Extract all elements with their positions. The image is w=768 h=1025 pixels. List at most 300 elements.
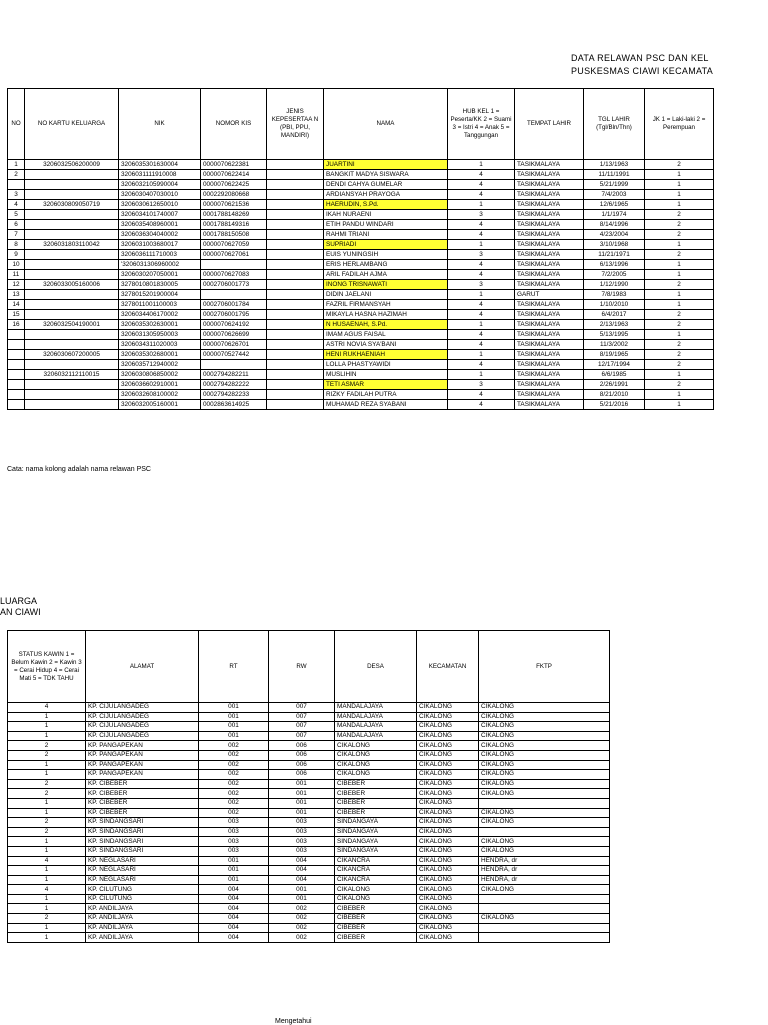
cell-kecamatan: CIKALONG xyxy=(417,904,479,914)
cell-jenis xyxy=(267,200,324,210)
header-kecamatan: KECAMATAN xyxy=(417,631,479,703)
cell-nomor-kis: 0002863614925 xyxy=(201,400,267,410)
cell-tempat-lahir: TASIKMALAYA xyxy=(515,220,584,230)
cell-jk: 1 xyxy=(645,170,714,180)
cell-status-kawin: 1 xyxy=(8,798,86,808)
cell-fktp: CIKALONG xyxy=(479,789,610,799)
cell-nik: 3206035302630001 xyxy=(119,320,201,330)
cell-no-kk: 3206030809050719 xyxy=(25,200,119,210)
cell-hub-kel: 4 xyxy=(448,270,515,280)
cell-tgl-lahir: 12/17/1994 xyxy=(584,360,645,370)
cell-rw: 003 xyxy=(269,846,335,856)
cell-rw: 006 xyxy=(269,750,335,760)
cell-jenis xyxy=(267,320,324,330)
cell-rw: 002 xyxy=(269,923,335,933)
cell-desa: CIKALONG xyxy=(335,885,417,895)
cell-tempat-lahir: TASIKMALAYA xyxy=(515,390,584,400)
cell-kecamatan: CIKALONG xyxy=(417,750,479,760)
cell-no xyxy=(8,380,25,390)
cell-jk: 2 xyxy=(645,310,714,320)
cell-alamat: KP. SINDANGSARI xyxy=(86,827,199,837)
cell-rw: 006 xyxy=(269,770,335,780)
cell-hub-kel: 1 xyxy=(448,240,515,250)
cell-rw: 007 xyxy=(269,722,335,732)
cell-fktp: HENDRA, dr xyxy=(479,875,610,885)
cell-rw: 001 xyxy=(269,798,335,808)
cell-nama: RIZKY FADILAH PUTRA xyxy=(324,390,448,400)
cell-desa: CIBEBER xyxy=(335,779,417,789)
cell-rw: 004 xyxy=(269,856,335,866)
table-row xyxy=(8,270,714,280)
cell-nomor-kis: 0002706001795 xyxy=(201,310,267,320)
cell-rt: 001 xyxy=(199,712,269,722)
cell-kecamatan: CIKALONG xyxy=(417,875,479,885)
cell-fktp xyxy=(479,923,610,933)
cell-kecamatan: CIKALONG xyxy=(417,933,479,943)
cell-nik: 3278015201900004 xyxy=(119,290,201,300)
cell-no xyxy=(8,400,25,410)
cell-alamat: KP. CIBEBER xyxy=(86,798,199,808)
cell-rt: 003 xyxy=(199,837,269,847)
table-row xyxy=(8,750,610,760)
cell-nama: ARIL FADILAH AJMA xyxy=(324,270,448,280)
cell-kecamatan: CIKALONG xyxy=(417,760,479,770)
cell-desa: CIKALONG xyxy=(335,770,417,780)
cell-jenis xyxy=(267,280,324,290)
table-row xyxy=(8,722,610,732)
cell-alamat: KP. CIJULANGADEG xyxy=(86,703,199,713)
cell-jenis xyxy=(267,290,324,300)
cell-tgl-lahir: 11/11/1991 xyxy=(584,170,645,180)
cell-rt: 004 xyxy=(199,894,269,904)
cell-no: 5 xyxy=(8,210,25,220)
cell-status-kawin: 1 xyxy=(8,923,86,933)
table-row xyxy=(8,260,714,270)
cell-hub-kel: 4 xyxy=(448,220,515,230)
cell-tgl-lahir: 12/6/1965 xyxy=(584,200,645,210)
cell-kecamatan: CIKALONG xyxy=(417,779,479,789)
cell-nomor-kis: 0002794282222 xyxy=(201,380,267,390)
cell-desa: CIKANCRA xyxy=(335,875,417,885)
cell-hub-kel: 4 xyxy=(448,390,515,400)
header-jk: JK 1 = Laki-laki 2 = Perempuan xyxy=(645,89,714,160)
table-row xyxy=(8,712,610,722)
cell-alamat: KP. PANGAPEKAN xyxy=(86,760,199,770)
cell-fktp: CIKALONG xyxy=(479,712,610,722)
alamat-table xyxy=(7,630,610,943)
cell-nik: 3206035302680001 xyxy=(119,350,201,360)
cell-rt: 002 xyxy=(199,741,269,751)
cell-status-kawin: 1 xyxy=(8,760,86,770)
table-row xyxy=(8,180,714,190)
cell-tgl-lahir: 7/8/1983 xyxy=(584,290,645,300)
cell-nama: ASTRI NOVIA SYA'BANI xyxy=(324,340,448,350)
cell-tgl-lahir: 3/10/1968 xyxy=(584,240,645,250)
header-desa: DESA xyxy=(335,631,417,703)
cell-nik: 3206034311020003 xyxy=(119,340,201,350)
table-row xyxy=(8,320,714,330)
cell-tempat-lahir: TASIKMALAYA xyxy=(515,360,584,370)
cell-rt: 002 xyxy=(199,770,269,780)
table-row xyxy=(8,856,610,866)
cell-jenis xyxy=(267,240,324,250)
cell-kecamatan: CIKALONG xyxy=(417,808,479,818)
cell-alamat: KP. CIBEBER xyxy=(86,808,199,818)
table-row xyxy=(8,760,610,770)
cell-jk: 2 xyxy=(645,320,714,330)
cell-jenis xyxy=(267,330,324,340)
cell-kecamatan: CIKALONG xyxy=(417,731,479,741)
table-row xyxy=(8,390,714,400)
cell-rt: 004 xyxy=(199,933,269,943)
cell-rt: 002 xyxy=(199,760,269,770)
cell-nik: 3206034406170002 xyxy=(119,310,201,320)
cell-nik: 3206034101740007 xyxy=(119,210,201,220)
cell-no-kk xyxy=(25,380,119,390)
cell-jk: 1 xyxy=(645,370,714,380)
table-row xyxy=(8,875,610,885)
cell-tgl-lahir: 1/1/1974 xyxy=(584,210,645,220)
table-row xyxy=(8,827,610,837)
cell-kecamatan: CIKALONG xyxy=(417,885,479,895)
cell-alamat: KP. CIBEBER xyxy=(86,789,199,799)
cell-alamat: KP. CIJULANGADEG xyxy=(86,731,199,741)
cell-alamat: KP. PANGAPEKAN xyxy=(86,770,199,780)
cell-nik: '3206031306960002 xyxy=(119,260,201,270)
cell-nomor-kis: 0002706001784 xyxy=(201,300,267,310)
table-row xyxy=(8,789,610,799)
cell-hub-kel: 1 xyxy=(448,290,515,300)
cell-desa: CIKANCRA xyxy=(335,856,417,866)
cell-hub-kel: 4 xyxy=(448,180,515,190)
cell-rw: 002 xyxy=(269,904,335,914)
cell-jk: 1 xyxy=(645,260,714,270)
cell-tgl-lahir: 5/13/1995 xyxy=(584,330,645,340)
cell-no-kk xyxy=(25,390,119,400)
cell-status-kawin: 2 xyxy=(8,827,86,837)
cell-no-kk xyxy=(25,330,119,340)
cell-nama: INONG TRISNAWATI xyxy=(324,280,448,290)
cell-alamat: KP. CIBEBER xyxy=(86,779,199,789)
cell-nik: 3206035712940002 xyxy=(119,360,201,370)
cell-hub-kel: 4 xyxy=(448,340,515,350)
cell-rt: 001 xyxy=(199,875,269,885)
table-row xyxy=(8,400,714,410)
header-rw: RW xyxy=(269,631,335,703)
cell-hub-kel: 4 xyxy=(448,400,515,410)
table-row xyxy=(8,741,610,751)
cell-status-kawin: 4 xyxy=(8,856,86,866)
cell-jk: 1 xyxy=(645,330,714,340)
cell-no-kk xyxy=(25,250,119,260)
cell-hub-kel: 1 xyxy=(448,320,515,330)
cell-nik: 3206032105990004 xyxy=(119,180,201,190)
cell-nomor-kis: 0000070627059 xyxy=(201,240,267,250)
cell-status-kawin: 2 xyxy=(8,750,86,760)
cell-desa: CIKALONG xyxy=(335,894,417,904)
cell-desa: CIBEBER xyxy=(335,914,417,924)
table-row xyxy=(8,731,610,741)
cell-jk: 2 xyxy=(645,350,714,360)
table-row xyxy=(8,818,610,828)
table-row xyxy=(8,808,610,818)
cell-hub-kel: 4 xyxy=(448,330,515,340)
cell-rw: 002 xyxy=(269,914,335,924)
cell-no xyxy=(8,180,25,190)
cell-jk: 2 xyxy=(645,340,714,350)
cell-rt: 003 xyxy=(199,827,269,837)
cell-rw: 006 xyxy=(269,760,335,770)
cell-hub-kel: 3 xyxy=(448,380,515,390)
cell-tempat-lahir: TASIKMALAYA xyxy=(515,160,584,170)
cell-nama: EUIS YUNINGSIH xyxy=(324,250,448,260)
cell-nama: HENI RUKHAENIAH xyxy=(324,350,448,360)
cell-nomor-kis xyxy=(201,260,267,270)
cell-fktp: CIKALONG xyxy=(479,703,610,713)
table-row xyxy=(8,170,714,180)
cell-no-kk: 3206033005160006 xyxy=(25,280,119,290)
cell-rw: 007 xyxy=(269,731,335,741)
header-no-kk: NO KARTU KELUARGA xyxy=(25,89,119,160)
cell-nik: 3278010801830005 xyxy=(119,280,201,290)
cell-no-kk: 3206032506200009 xyxy=(25,160,119,170)
cell-nomor-kis: 0000070622425 xyxy=(201,180,267,190)
cell-hub-kel: 4 xyxy=(448,190,515,200)
cell-fktp: CIKALONG xyxy=(479,779,610,789)
cell-nomor-kis: 0001788149316 xyxy=(201,220,267,230)
cell-status-kawin: 1 xyxy=(8,894,86,904)
cell-rw: 004 xyxy=(269,866,335,876)
cell-no-kk xyxy=(25,270,119,280)
cell-no-kk xyxy=(25,400,119,410)
table-row xyxy=(8,933,610,943)
cell-fktp: CIKALONG xyxy=(479,914,610,924)
cell-fktp: CIKALONG xyxy=(479,818,610,828)
cell-kecamatan: CIKALONG xyxy=(417,866,479,876)
cell-desa: MANDALAJAYA xyxy=(335,722,417,732)
cell-no: 8 xyxy=(8,240,25,250)
cell-no xyxy=(8,390,25,400)
table-row xyxy=(8,380,714,390)
table-row xyxy=(8,340,714,350)
footer-mengetahui: Mengetahui xyxy=(275,1018,312,1025)
cell-rw: 003 xyxy=(269,827,335,837)
cell-jk: 1 xyxy=(645,270,714,280)
cell-tgl-lahir: 5/21/1999 xyxy=(584,180,645,190)
cell-jenis xyxy=(267,250,324,260)
table-row xyxy=(8,703,610,713)
table-row xyxy=(8,798,610,808)
cell-rt: 002 xyxy=(199,808,269,818)
cell-alamat: KP. NEGLASARI xyxy=(86,866,199,876)
cell-kecamatan: CIKALONG xyxy=(417,894,479,904)
cell-rw: 006 xyxy=(269,741,335,751)
cell-jenis xyxy=(267,260,324,270)
cell-nik: 3206031305950003 xyxy=(119,330,201,340)
cell-nama: MIKAYLA HASNA HAZIMAH xyxy=(324,310,448,320)
cell-nama: SUPRIADI xyxy=(324,240,448,250)
cell-fktp: CIKALONG xyxy=(479,770,610,780)
cell-tempat-lahir: TASIKMALAYA xyxy=(515,350,584,360)
cell-status-kawin: 4 xyxy=(8,885,86,895)
cell-rt: 004 xyxy=(199,885,269,895)
table-row xyxy=(8,894,610,904)
cell-tempat-lahir: TASIKMALAYA xyxy=(515,180,584,190)
cell-fktp: CIKALONG xyxy=(479,760,610,770)
cell-nama: MUSLIHIN xyxy=(324,370,448,380)
cell-alamat: KP. NEGLASARI xyxy=(86,875,199,885)
table-row xyxy=(8,280,714,290)
relawan-table xyxy=(7,88,714,410)
cell-no: 1 xyxy=(8,160,25,170)
cell-desa: CIKALONG xyxy=(335,760,417,770)
cell-no: 3 xyxy=(8,190,25,200)
cell-hub-kel: 3 xyxy=(448,250,515,260)
cell-alamat: KP. PANGAPEKAN xyxy=(86,741,199,751)
cell-kecamatan: CIKALONG xyxy=(417,741,479,751)
cell-no-kk xyxy=(25,210,119,220)
cell-kecamatan: CIKALONG xyxy=(417,703,479,713)
cell-jenis xyxy=(267,340,324,350)
cell-desa: CIBEBER xyxy=(335,904,417,914)
cell-jk: 1 xyxy=(645,180,714,190)
table-row xyxy=(8,360,714,370)
cell-rt: 002 xyxy=(199,750,269,760)
document-title-line4: AN CIAWI xyxy=(0,607,41,617)
cell-kecamatan: CIKALONG xyxy=(417,818,479,828)
cell-nama: JUARTINI xyxy=(324,160,448,170)
table-row xyxy=(8,370,714,380)
cell-status-kawin: 1 xyxy=(8,837,86,847)
cell-nomor-kis: 0000070627083 xyxy=(201,270,267,280)
cell-jk: 2 xyxy=(645,380,714,390)
table-row xyxy=(8,350,714,360)
cell-rw: 001 xyxy=(269,789,335,799)
cell-rt: 003 xyxy=(199,846,269,856)
cell-status-kawin: 1 xyxy=(8,904,86,914)
cell-rw: 004 xyxy=(269,875,335,885)
header-alamat: ALAMAT xyxy=(86,631,199,703)
cell-hub-kel: 1 xyxy=(448,160,515,170)
cell-rw: 001 xyxy=(269,779,335,789)
cell-hub-kel: 1 xyxy=(448,370,515,380)
cell-desa: MANDALAJAYA xyxy=(335,703,417,713)
document-title-line3: LUARGA xyxy=(0,596,38,606)
cell-status-kawin: 1 xyxy=(8,866,86,876)
document-title-line2: PUSKESMAS CIAWI KECAMATA xyxy=(571,66,714,76)
cell-fktp xyxy=(479,798,610,808)
cell-nomor-kis: 0000070627061 xyxy=(201,250,267,260)
cell-nik: 3206032608100002 xyxy=(119,390,201,400)
header-tempat-lahir: TEMPAT LAHIR xyxy=(515,89,584,160)
cell-desa: CIBEBER xyxy=(335,923,417,933)
cell-no-kk xyxy=(25,260,119,270)
cell-no xyxy=(8,330,25,340)
cell-jenis xyxy=(267,270,324,280)
cell-rw: 003 xyxy=(269,818,335,828)
cell-jk: 2 xyxy=(645,210,714,220)
cell-nama: ARDIANSYAH PRAYOGA xyxy=(324,190,448,200)
cell-status-kawin: 1 xyxy=(8,731,86,741)
cell-rt: 002 xyxy=(199,779,269,789)
header-nama: NAMA xyxy=(324,89,448,160)
cell-no xyxy=(8,370,25,380)
cell-tgl-lahir: 2/13/1963 xyxy=(584,320,645,330)
cell-no-kk xyxy=(25,170,119,180)
cell-jk: 1 xyxy=(645,190,714,200)
cell-nik: 3206030806850002 xyxy=(119,370,201,380)
table-row xyxy=(8,770,610,780)
cell-tempat-lahir: TASIKMALAYA xyxy=(515,400,584,410)
cell-nama: TETI ASMAR xyxy=(324,380,448,390)
cell-nomor-kis: 0000070624192 xyxy=(201,320,267,330)
cell-no: 9 xyxy=(8,250,25,260)
cell-tempat-lahir: TASIKMALAYA xyxy=(515,280,584,290)
cell-jk: 1 xyxy=(645,240,714,250)
cell-jenis xyxy=(267,360,324,370)
cell-jk: 1 xyxy=(645,300,714,310)
cell-nik: 3206031003680017 xyxy=(119,240,201,250)
cell-jk: 2 xyxy=(645,220,714,230)
cell-status-kawin: 1 xyxy=(8,875,86,885)
cell-rw: 001 xyxy=(269,885,335,895)
cell-rt: 001 xyxy=(199,866,269,876)
cell-nik: 3278011001100003 xyxy=(119,300,201,310)
cell-kecamatan: CIKALONG xyxy=(417,827,479,837)
cell-hub-kel: 3 xyxy=(448,280,515,290)
header-nomor-kis: NOMOR KIS xyxy=(201,89,267,160)
cell-rt: 001 xyxy=(199,731,269,741)
cell-fktp: HENDRA, dr xyxy=(479,856,610,866)
cell-fktp: CIKALONG xyxy=(479,731,610,741)
cell-jenis xyxy=(267,370,324,380)
cell-nomor-kis: 0000070622381 xyxy=(201,160,267,170)
cell-rt: 001 xyxy=(199,703,269,713)
cell-alamat: KP. CILUTUNG xyxy=(86,894,199,904)
cell-desa: SINDANGAYA xyxy=(335,846,417,856)
cell-hub-kel: 4 xyxy=(448,310,515,320)
cell-tgl-lahir: 8/19/1965 xyxy=(584,350,645,360)
cell-rt: 004 xyxy=(199,923,269,933)
cell-nik: 3206036602910001 xyxy=(119,380,201,390)
cell-nomor-kis xyxy=(201,290,267,300)
cell-alamat: KP. ANDILJAYA xyxy=(86,923,199,933)
cell-kecamatan: CIKALONG xyxy=(417,722,479,732)
cell-nomor-kis: 0002706001773 xyxy=(201,280,267,290)
cell-jenis xyxy=(267,300,324,310)
table-row xyxy=(8,210,714,220)
cell-alamat: KP. NEGLASARI xyxy=(86,856,199,866)
table-note: Cata: nama kolong adalah nama relawan PSC xyxy=(7,466,151,473)
cell-jenis xyxy=(267,230,324,240)
cell-tempat-lahir: TASIKMALAYA xyxy=(515,370,584,380)
cell-no: 11 xyxy=(8,270,25,280)
cell-tempat-lahir: TASIKMALAYA xyxy=(515,230,584,240)
cell-tempat-lahir: GARUT xyxy=(515,290,584,300)
table-row xyxy=(8,200,714,210)
cell-nik: 3206031111910008 xyxy=(119,170,201,180)
cell-nama: MUHAMAD REZA SYABANI xyxy=(324,400,448,410)
cell-hub-kel: 1 xyxy=(448,200,515,210)
cell-alamat: KP. SINDANGSARI xyxy=(86,837,199,847)
cell-nomor-kis: 0000070527442 xyxy=(201,350,267,360)
cell-alamat: KP. CILUTUNG xyxy=(86,885,199,895)
cell-nik: 3206036304040002 xyxy=(119,230,201,240)
cell-tgl-lahir: 8/21/2010 xyxy=(584,390,645,400)
cell-desa: MANDALAJAYA xyxy=(335,712,417,722)
cell-nik: 3206035301630004 xyxy=(119,160,201,170)
cell-tgl-lahir: 2/26/1991 xyxy=(584,380,645,390)
